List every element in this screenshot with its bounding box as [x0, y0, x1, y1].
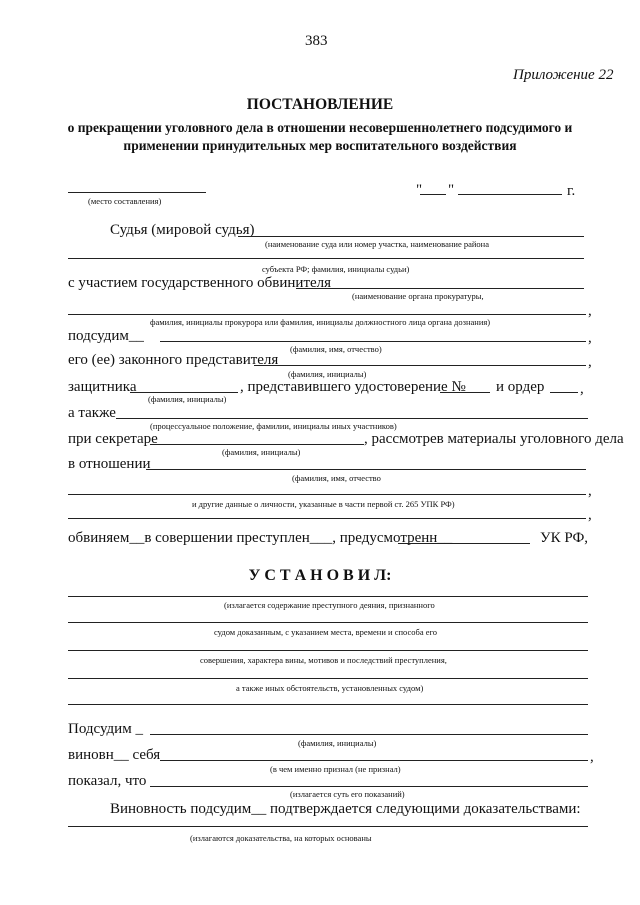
subject-caption: субъекта РФ; фамилия, инициалы судьи): [262, 264, 410, 274]
established-field-2[interactable]: [68, 622, 588, 623]
date-quote-open: ": [416, 182, 423, 198]
comma: ,: [590, 749, 594, 765]
defender-field[interactable]: [130, 392, 238, 393]
page-number: 383: [305, 33, 328, 49]
date-quote-close: ": [448, 182, 455, 198]
guilty-field[interactable]: [160, 760, 588, 761]
appendix-label: Приложение 22: [513, 67, 614, 83]
established-field-4[interactable]: [68, 678, 588, 679]
established-field-5[interactable]: [68, 704, 588, 705]
judge-label: Судья (мировой судья): [110, 222, 255, 238]
defender-caption: (фамилия, инициалы): [148, 394, 227, 404]
also-caption: (процессуальное положение, фамилии, инициалы иных участников): [150, 421, 397, 431]
accused-field[interactable]: [398, 543, 530, 544]
secretary-field[interactable]: [150, 444, 364, 445]
showed-caption: (излагается суть его показаний): [290, 789, 405, 799]
showed-field[interactable]: [150, 786, 588, 787]
evidence-field[interactable]: [68, 826, 588, 827]
comma: ,: [588, 303, 592, 319]
defendant-field[interactable]: [160, 341, 586, 342]
secretary-caption: (фамилия, инициалы): [222, 447, 301, 457]
showed-label: показал, что: [68, 773, 147, 789]
guilty-caption: (в чем именно признал (не признал): [270, 764, 401, 774]
judge-field-2[interactable]: [68, 258, 584, 259]
comma: ,: [588, 507, 592, 523]
guardian-field[interactable]: [254, 365, 586, 366]
regarding-field-2[interactable]: [68, 494, 586, 495]
defendant2-caption: (фамилия, инициалы): [298, 738, 377, 748]
established-caption-1: (излагается содержание преступного деяния, признанного: [224, 600, 435, 610]
established-field-3[interactable]: [68, 650, 588, 651]
also-label: а также: [68, 405, 116, 421]
evidence-caption: (излагаются доказательства, на которых основаны: [190, 833, 372, 843]
comma: ,: [588, 330, 592, 346]
established-heading: У С Т А Н О В И Л:: [248, 567, 392, 584]
subtitle-line-1: о прекращении уголовного дела в отношении несовершеннолетнего подсудимого и: [67, 120, 573, 135]
established-caption-3: совершения, характера вины, мотивов и последствий преступления,: [200, 655, 447, 665]
comma: ,: [580, 381, 584, 397]
defendant2-label: Подсудим _: [68, 721, 143, 737]
accused-text: обвиняем__в совершении преступлен___, предусмотренн__: [68, 530, 453, 546]
regarding-field-3[interactable]: [68, 518, 586, 519]
document-title: ПОСТАНОВЛЕНИЕ: [246, 96, 394, 113]
year-suffix: г.: [567, 183, 576, 199]
comma: ,: [588, 354, 592, 370]
regarding-caption: (фамилия, имя, отчество: [292, 473, 381, 483]
guardian-label: его (ее) законного представителя: [68, 352, 279, 368]
prosecutor-name-caption: фамилия, инициалы прокурора или фамилия, инициалы должностного лица органа дознания): [150, 317, 491, 327]
date-day-field[interactable]: [420, 194, 446, 195]
established-caption-2: судом доказанным, с указанием места, времени и способа его: [214, 627, 438, 637]
prosecutor-field-2[interactable]: [68, 314, 586, 315]
secretary-label: при секретаре: [68, 431, 158, 447]
prosecutor-caption: (наименование органа прокуратуры,: [352, 291, 484, 301]
guardian-caption: (фамилия, инициалы): [288, 369, 367, 379]
order-text: и ордер: [496, 379, 545, 395]
date-month-field[interactable]: [458, 194, 562, 195]
prosecutor-field[interactable]: [296, 288, 584, 289]
established-caption-4: а также иных обстоятельств, установленных судом): [236, 683, 424, 693]
comma: ,: [588, 483, 592, 499]
regarding-label: в отношении: [68, 456, 151, 472]
defendant2-field[interactable]: [150, 734, 588, 735]
uk-rf-text: УК РФ,: [540, 530, 589, 546]
defender-label: защитника: [68, 379, 137, 395]
subtitle-line-2: применении принудительных мер воспитательного воздействия: [123, 138, 517, 153]
certificate-number-field[interactable]: [440, 392, 490, 393]
judge-caption: (наименование суда или номер участка, наименование района: [265, 239, 489, 249]
defendant-caption: (фамилия, имя, отчество): [290, 344, 382, 354]
also-field[interactable]: [116, 418, 588, 419]
prosecutor-label: с участием государственного обвинителя: [68, 275, 332, 291]
regarding-field[interactable]: [146, 469, 586, 470]
case-materials-text: , рассмотрев материалы уголовного дела: [364, 431, 624, 447]
place-field[interactable]: [68, 192, 206, 193]
certificate-text: , представившего удостоверение №: [240, 379, 466, 395]
established-field-1[interactable]: [68, 596, 588, 597]
order-field[interactable]: [550, 392, 578, 393]
guilty-label: виновн__ себя: [68, 747, 161, 763]
place-caption: (место составления): [88, 196, 162, 206]
judge-field[interactable]: [238, 236, 584, 237]
defendant-label: подсудим__: [68, 328, 144, 344]
other-data-caption: и другие данные о личности, указанные в части первой ст. 265 УПК РФ): [192, 499, 455, 509]
guilt-text: Виновность подсудим__ подтверждается следующими доказательствами:: [110, 801, 581, 817]
